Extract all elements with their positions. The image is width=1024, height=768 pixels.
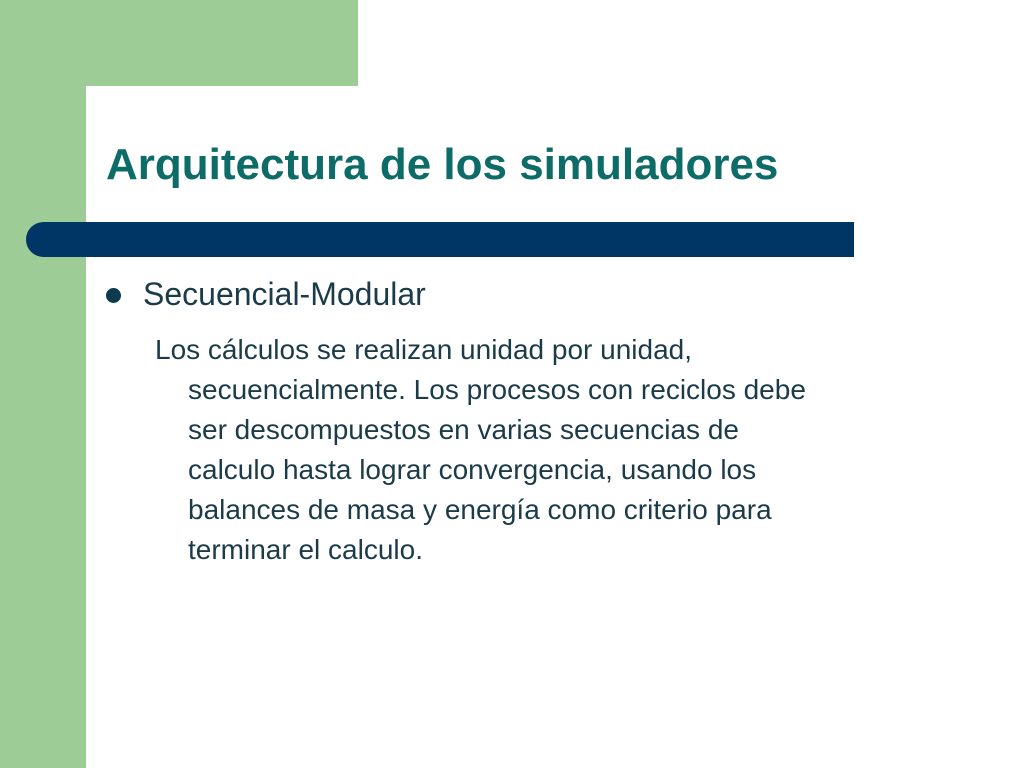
slide-title: Arquitectura de los simuladores — [106, 140, 779, 189]
sub-line: ser descompuestos en varias secuencias de — [188, 414, 739, 445]
title-underline-bar — [26, 222, 854, 257]
bullet-text: Secuencial-Modular — [143, 276, 426, 312]
sub-line: balances de masa y energía como criterio para — [188, 494, 772, 525]
sub-line: terminar el calculo. — [188, 534, 423, 565]
sub-line: calculo hasta lograr convergencia, usando los — [188, 454, 757, 485]
sub-line: secuencialmente. Los procesos con reciclos debe — [188, 374, 806, 405]
sub-line: Los cálculos se realizan unidad por unidad, — [155, 334, 693, 365]
bullet-item — [106, 276, 426, 313]
bullet-dot-icon — [106, 288, 121, 303]
decorative-rounded-corner — [86, 86, 146, 146]
sub-paragraph — [155, 330, 955, 570]
decorative-green-sidebar — [0, 0, 86, 768]
decorative-green-header-block — [0, 0, 358, 86]
